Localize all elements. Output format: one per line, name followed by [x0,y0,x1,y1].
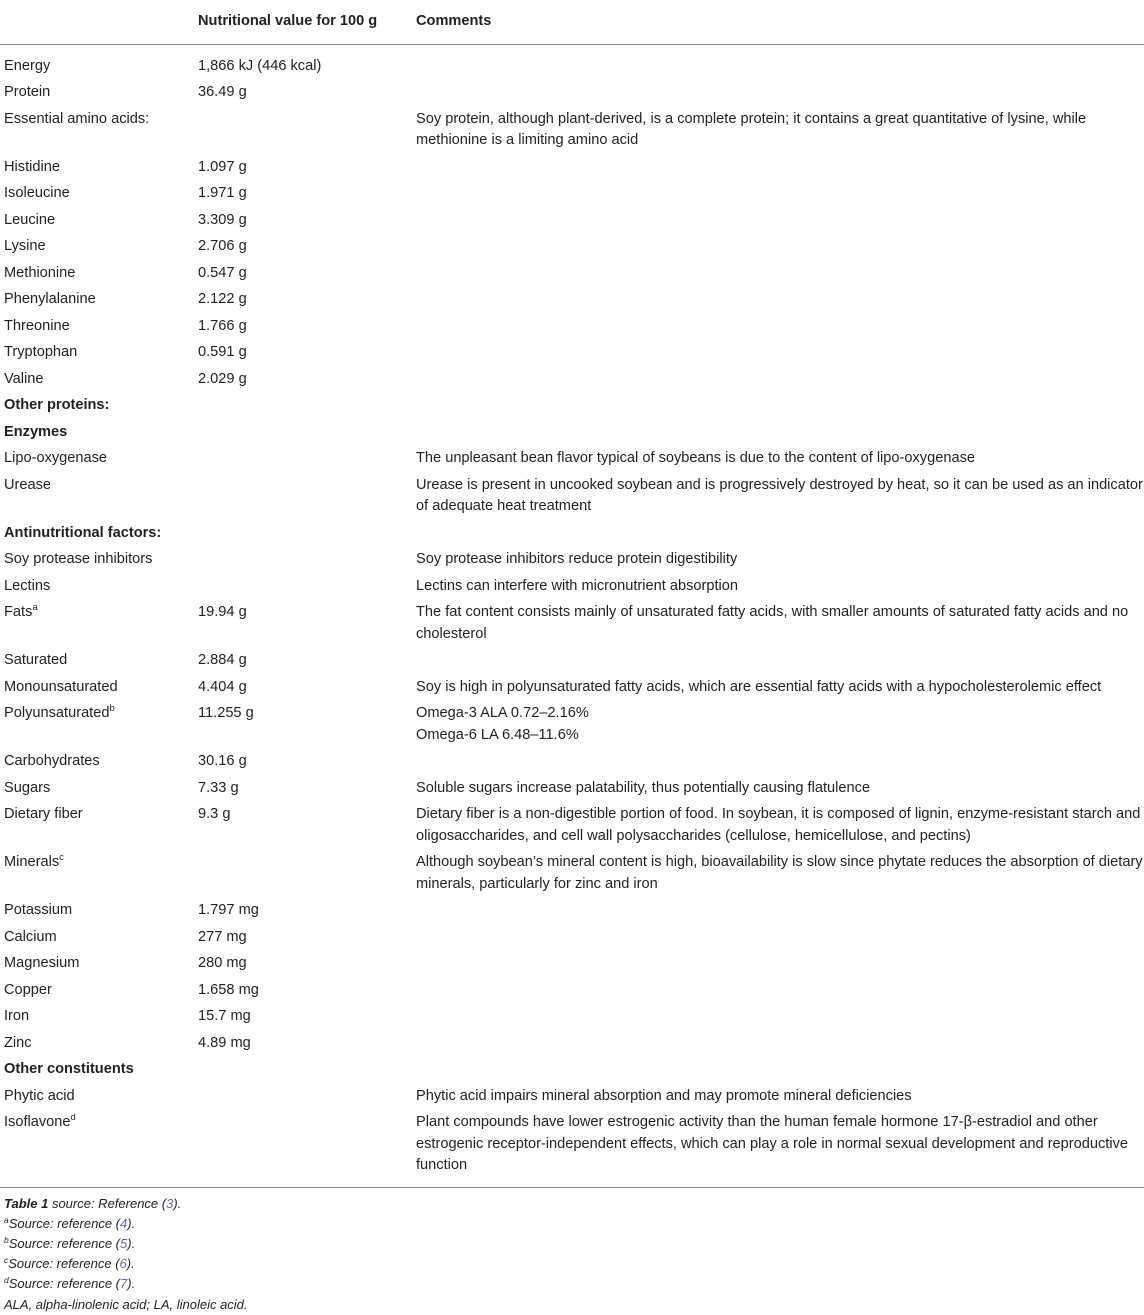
cell-nutrient [4,602,198,645]
comment-line: Phytic acid impairs mineral absorption and may promote mineral deficiencies [416,1087,912,1104]
cell-nutrient [4,157,198,179]
caption-text: source: Reference ( [48,1195,167,1211]
nutrient-label: Methionine [4,264,76,281]
cell-comment [416,1059,1144,1081]
cell-value: 2.884 g [198,652,247,668]
cell-nutrient [4,475,198,518]
header-col-comments: Comments [416,13,492,29]
comment-line: Omega-3 ALA 0.72–2.16% [416,705,589,721]
cell-nutrient [4,576,198,598]
table-notes [0,1188,1144,1315]
footnote-end: ). [127,1215,136,1231]
cell-comment [416,602,1144,645]
cell-nutrient [4,980,198,1002]
nutrient-label: Threonine [4,317,70,334]
table-row [0,953,1144,980]
cell-nutrient [4,852,198,895]
footnote-list [4,1214,1144,1295]
table-row [0,1033,1144,1060]
cell-comment [416,1006,1144,1028]
footnote-text: Source: reference ( [8,1276,121,1292]
cell-value: 277 mg [198,928,247,945]
nutrient-label: Fats [4,604,33,620]
cell-value [198,448,416,470]
cell-value: 1.766 g [198,317,247,334]
table-header [0,0,1144,45]
cell-comment [416,751,1144,773]
cell-nutrient [4,778,198,800]
cell-comment [416,448,1144,470]
nutrient-label: Enzymes [4,423,68,440]
table-row [0,549,1144,576]
cell-value: 11.255 g [198,705,254,721]
table-row [0,210,1144,237]
table-row [0,369,1144,396]
nutrient-label: Carbohydrates [4,753,100,769]
cell-nutrient [4,342,198,364]
cell-comment [416,677,1144,699]
nutrient-label: Copper [4,981,52,998]
abbreviations: ALA, alpha-linolenic acid; LA, linoleic acid. [4,1296,248,1312]
footnote-text: Source: reference ( [8,1256,120,1272]
cell-nutrient [4,1112,198,1177]
table-row [0,927,1144,954]
nutrient-label: Minerals [4,854,60,870]
cell-nutrient [4,210,198,232]
table-row [0,263,1144,290]
cell-comment [416,650,1144,672]
table-row [0,751,1144,778]
comment-line: Soy protease inhibitors reduce protein digestibility [416,551,738,567]
cell-nutrient [4,82,198,104]
footnote-mark: d [4,1275,9,1286]
table-row [0,650,1144,677]
nutrient-label: Soy protease inhibitors [4,551,153,567]
cell-value: 280 mg [198,955,247,971]
comment-line: Soy is high in polyunsaturated fatty acids, which are essential fatty acids with a hypocholesterolemic effect [416,678,1102,695]
table-row [0,422,1144,449]
caption-ref-link[interactable]: 3 [166,1195,174,1211]
cell-nutrient [4,109,198,152]
table-row [0,1086,1144,1113]
nutrient-label: Energy [4,57,51,74]
cell-comment [416,953,1144,975]
table-row [0,157,1144,184]
cell-comment [416,900,1144,922]
table-row [0,475,1144,523]
footnote-ref-link[interactable]: 6 [119,1256,127,1272]
comment-line: Plant compounds have lower estrogenic activity than the human female hormone 17-β-estradiol and other estrogenic receptor-independent effects, which can play a role in normal sexual development and reproductive function [416,1114,1129,1173]
cell-comment [416,289,1144,311]
footnote-ref-link[interactable]: 7 [120,1276,128,1292]
nutrient-label: Lipo-oxygenase [4,450,108,466]
nutrient-label: Sugars [4,779,51,796]
cell-value: 1.097 g [198,158,247,175]
cell-nutrient [4,751,198,773]
table-row [0,576,1144,603]
cell-nutrient [4,316,198,338]
cell-nutrient [4,369,198,391]
cell-comment [416,549,1144,571]
nutrient-label: Dietary fiber [4,806,83,822]
nutrient-label: Zinc [4,1034,32,1051]
footnote-mark: b [4,1234,9,1245]
nutrient-label: Lysine [4,238,46,254]
cell-nutrient [4,422,198,444]
table-row [0,602,1144,650]
table-body [0,45,1144,1188]
cell-value [198,1112,416,1177]
nutrient-label: Lectins [4,577,51,594]
cell-value: 2.706 g [198,238,247,254]
cell-comment [416,852,1144,895]
nutrient-label: Calcium [4,928,57,945]
cell-value [198,422,416,444]
nutrient-label: Other constituents [4,1061,134,1077]
comment-line: Soy protein, although plant-derived, is a complete protein; it contains a great quantitative of lysine, while methionine is a limiting amino acid [416,110,1087,148]
cell-comment [416,804,1144,847]
header-col-value: Nutritional value for 100 g [198,13,378,29]
nutrient-label: Iron [4,1008,30,1024]
cell-nutrient [4,56,198,78]
cell-nutrient [4,1086,198,1108]
cell-value: 1.658 mg [198,981,259,998]
table-caption [4,1194,1144,1214]
cell-value: 7.33 g [198,779,239,796]
nutrient-label: Phytic acid [4,1087,75,1104]
cell-nutrient [4,900,198,922]
nutrient-label: Essential amino acids: [4,110,150,127]
cell-nutrient [4,1059,198,1081]
nutrient-label: Saturated [4,652,68,668]
cell-value [198,852,416,895]
cell-comment [416,980,1144,1002]
nutrient-label: Leucine [4,211,56,228]
nutrient-label: Monounsaturated [4,678,118,695]
cell-value [198,576,416,598]
cell-comment [416,316,1144,338]
nutrient-label: Isoflavone [4,1114,71,1130]
nutrient-label: Histidine [4,158,60,175]
cell-comment [416,523,1144,545]
cell-nutrient [4,263,198,285]
comment-line: Urease is present in uncooked soybean and is progressively destroyed by heat, so it can be used as an indicator of adequate heat treatment [416,476,1143,514]
footnote-ref-link[interactable]: 5 [120,1235,128,1251]
cell-value: 1.797 mg [198,902,259,918]
cell-value: 2.122 g [198,291,247,307]
caption-end: ). [173,1195,182,1211]
table-row [0,1006,1144,1033]
cell-value [198,549,416,571]
cell-comment [416,1112,1144,1177]
cell-comment [416,157,1144,179]
nutrient-label: Phenylalanine [4,291,96,307]
cell-comment [416,422,1144,444]
cell-comment [416,56,1144,78]
nutrient-label: Polyunsaturated [4,705,110,721]
cell-value [198,109,416,152]
cell-comment [416,1033,1144,1055]
footnote [4,1254,1144,1274]
table-row [0,82,1144,109]
footnote-marker: d [70,1112,76,1123]
cell-value: 4.404 g [198,678,247,695]
comment-line: The fat content consists mainly of unsaturated fatty acids, with smaller amounts of saturated fatty acids and no cholesterol [416,604,1129,642]
footnote [4,1274,1144,1294]
cell-comment [416,183,1144,205]
footnote-end: ). [126,1256,135,1272]
cell-nutrient [4,650,198,672]
nutrient-label: Magnesium [4,955,80,971]
nutrient-label: Urease [4,476,52,493]
cell-nutrient [4,677,198,699]
table-row [0,316,1144,343]
footnote-ref-link[interactable]: 4 [120,1215,128,1231]
comment-line: The unpleasant bean flavor typical of soybeans is due to the content of lipo-oxygenase [416,450,975,466]
table-row [0,1112,1144,1182]
cell-value: 30.16 g [198,753,247,769]
nutrient-label: Tryptophan [4,344,78,360]
cell-nutrient [4,1006,198,1028]
footnote-marker: a [32,602,38,613]
table-row [0,778,1144,805]
footnote-end: ). [127,1276,136,1292]
cell-comment [416,778,1144,800]
table-row [0,183,1144,210]
cell-nutrient [4,1033,198,1055]
cell-comment [416,576,1144,598]
footnote-mark: a [4,1214,9,1225]
footnote-text: Source: reference ( [8,1235,121,1251]
table-row [0,56,1144,83]
nutrient-label: Protein [4,84,51,100]
cell-value: 0.591 g [198,344,247,360]
footnote-marker: b [109,703,115,714]
cell-value: 19.94 g [198,604,247,620]
cell-nutrient [4,953,198,975]
cell-value [198,523,416,545]
footnote-end: ). [127,1235,136,1251]
cell-comment [416,1086,1144,1108]
cell-comment [416,342,1144,364]
cell-nutrient [4,236,198,258]
cell-value [198,1086,416,1108]
cell-comment [416,109,1144,152]
table-row [0,980,1144,1007]
cell-nutrient [4,395,198,417]
footnote [4,1214,1144,1234]
comment-line: Soluble sugars increase palatability, thus potentially causing flatulence [416,779,871,796]
cell-nutrient [4,804,198,847]
footnote [4,1234,1144,1254]
cell-nutrient [4,549,198,571]
cell-value: 0.547 g [198,264,247,281]
comment-line: Dietary fiber is a non-digestible portion of food. In soybean, it is composed of lignin, enzyme-resistant starch and oligosaccharides, and cell wall polysaccharides (cellulose, hemicellulose, and pectins) [416,806,1141,844]
cell-value: 9.3 g [198,806,231,822]
comment-line: Although soybean’s mineral content is high, bioavailability is slow since phytate reduces the absorption of dietary minerals, particularly for zinc and iron [416,854,1143,892]
nutrient-label: Antinutritional factors: [4,524,162,541]
cell-comment [416,927,1144,949]
nutrient-label: Valine [4,370,44,387]
cell-value [198,1059,416,1081]
cell-nutrient [4,927,198,949]
table-row [0,852,1144,900]
cell-comment [416,369,1144,391]
cell-value: 4.89 mg [198,1034,251,1051]
caption-lead: Table 1 [4,1195,49,1211]
cell-comment [416,82,1144,104]
table-row [0,342,1144,369]
cell-nutrient [4,703,198,746]
cell-value: 15.7 mg [198,1008,251,1024]
table-row [0,109,1144,157]
table-row [0,448,1144,475]
nutrient-label: Isoleucine [4,185,70,201]
nutrient-label: Potassium [4,902,73,918]
table-row [0,900,1144,927]
cell-nutrient [4,183,198,205]
table-row [0,804,1144,852]
table-row [0,523,1144,550]
table-row [0,395,1144,422]
table-row [0,677,1144,704]
table-row [0,703,1144,751]
table-row [0,1059,1144,1086]
footnote-text: Source: reference ( [8,1215,121,1231]
cell-comment [416,236,1144,258]
comment-line: Omega-6 LA 6.48–11.6% [416,726,579,743]
cell-nutrient [4,289,198,311]
cell-nutrient [4,448,198,470]
cell-comment [416,263,1144,285]
cell-value: 36.49 g [198,84,247,100]
cell-comment [416,703,1144,746]
nutrient-label: Other proteins: [4,397,110,413]
comment-line: Lectins can interfere with micronutrient absorption [416,577,739,594]
cell-value: 2.029 g [198,370,247,387]
cell-value [198,395,416,417]
cell-comment [416,395,1144,417]
cell-comment [416,475,1144,518]
cell-value [198,475,416,518]
cell-nutrient [4,523,198,545]
cell-comment [416,210,1144,232]
cell-value: 1,866 kJ (446 kcal) [198,57,322,74]
cell-value: 3.309 g [198,211,247,228]
footnote-marker: c [59,852,64,863]
table-row [0,289,1144,316]
table-row [0,236,1144,263]
cell-value: 1.971 g [198,185,247,201]
footnote-mark: c [4,1255,9,1266]
